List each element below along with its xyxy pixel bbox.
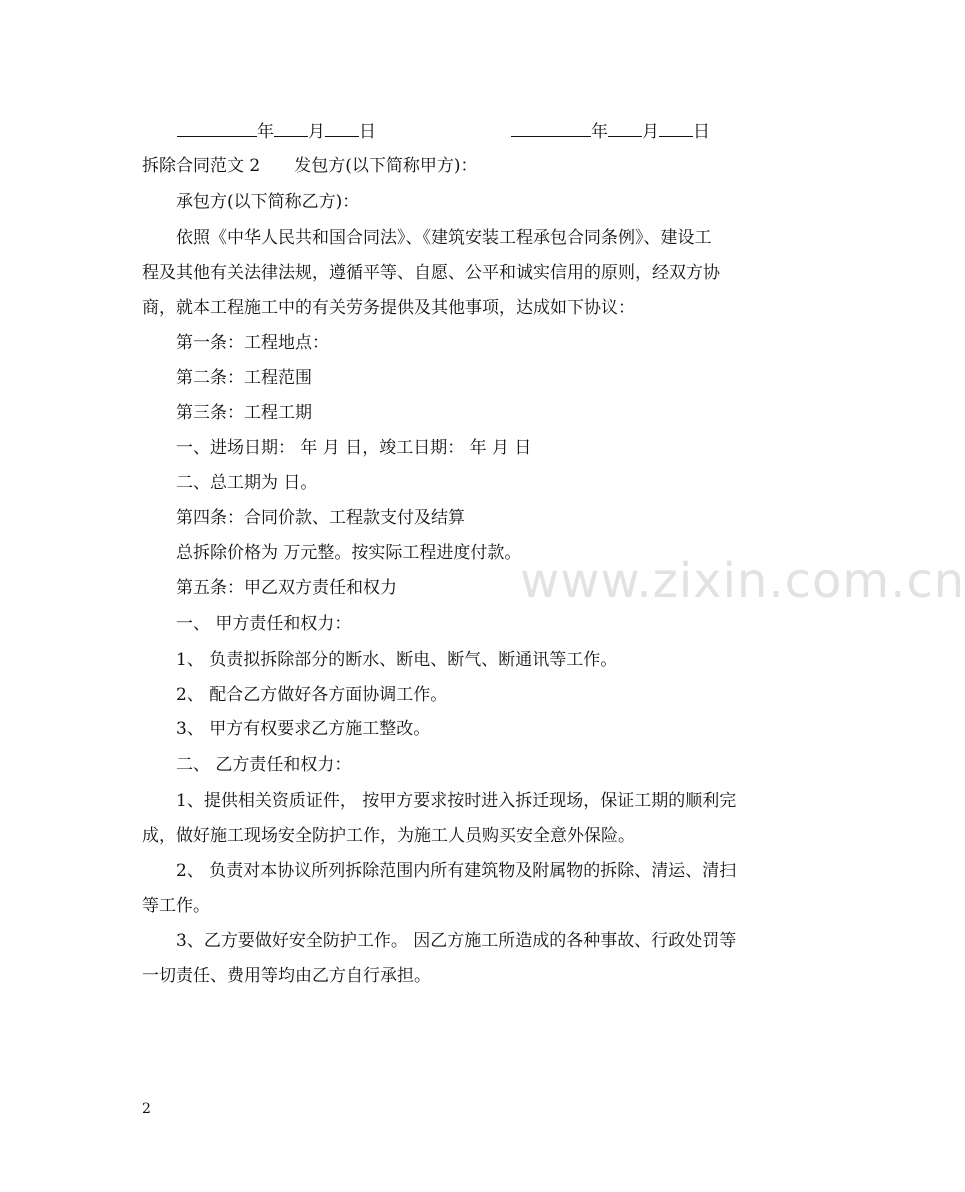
clause-line: 一、进场日期： 年 月 日，竣工日期： 年 月 日 (176, 438, 532, 458)
clause-line: 总拆除价格为 万元整。按实际工程进度付款。 (176, 543, 522, 563)
blank-line (659, 120, 693, 137)
article-heading: 第二条：工程范围 (176, 368, 312, 388)
clause-line: 等工作。 (142, 896, 210, 916)
preamble-line: 程及其他有关法律法规，遵循平等、自愿、公平和诚实信用的原则，经双方协 (142, 263, 720, 283)
clause-line: 成，做好施工现场安全防护工作，为施工人员购买安全意外保险。 (142, 826, 635, 846)
blank-line (177, 120, 257, 137)
clause-line: 2、 负责对本协议所列拆除范围内所有建筑物及附属物的拆除、清运、清扫 (176, 861, 737, 881)
date-party-b (511, 120, 710, 143)
year-label: 年 (591, 122, 608, 142)
article-heading: 第五条：甲乙双方责任和权力 (176, 578, 397, 598)
clause-line: 二、总工期为 日。 (176, 473, 318, 493)
blank-line (325, 120, 359, 137)
clause-line: 一切责任、费用等均由乙方自行承担。 (142, 966, 431, 986)
blank-line (511, 120, 591, 137)
month-label: 月 (642, 122, 659, 142)
article-heading: 第三条：工程工期 (176, 403, 312, 423)
day-label: 日 (693, 122, 710, 142)
section-heading: 二、 乙方责任和权力： (176, 755, 352, 775)
date-party-a (177, 120, 376, 143)
page-number: 2 (142, 1101, 151, 1117)
section-heading: 一、 甲方责任和权力： (176, 614, 352, 634)
blank-line (274, 120, 308, 137)
contractor-line: 承包方(以下简称乙方)： (176, 192, 360, 212)
year-label: 年 (257, 122, 274, 142)
clause-line: 3、乙方要做好安全防护工作。 因乙方施工所造成的各种事故、行政处罚等 (176, 931, 737, 951)
preamble-line: 依照《中华人民共和国合同法》、《建筑安装工程承包合同条例》、建设工 (176, 228, 712, 248)
clause-line: 1、提供相关资质证件， 按甲方要求按时进入拆迁现场，保证工期的顺利完 (176, 791, 737, 811)
preamble-line: 商，就本工程施工中的有关劳务提供及其他事项，达成如下协议： (142, 298, 635, 318)
article-heading: 第一条：工程地点： (176, 333, 329, 353)
clause-line: 1、 负责拟拆除部分的断水、断电、断气、断通讯等工作。 (176, 650, 618, 670)
clause-line: 2、 配合乙方做好各方面协调工作。 (176, 685, 448, 705)
day-label: 日 (359, 122, 376, 142)
blank-line (608, 120, 642, 137)
clause-line: 3、 甲方有权要求乙方施工整改。 (176, 719, 431, 739)
month-label: 月 (308, 122, 325, 142)
article-heading: 第四条：合同价款、工程款支付及结算 (176, 508, 465, 528)
watermark: www.zixin.com.cn (520, 553, 965, 609)
doc-title-line: 拆除合同范文 2 发包方(以下简称甲方)： (142, 156, 478, 176)
